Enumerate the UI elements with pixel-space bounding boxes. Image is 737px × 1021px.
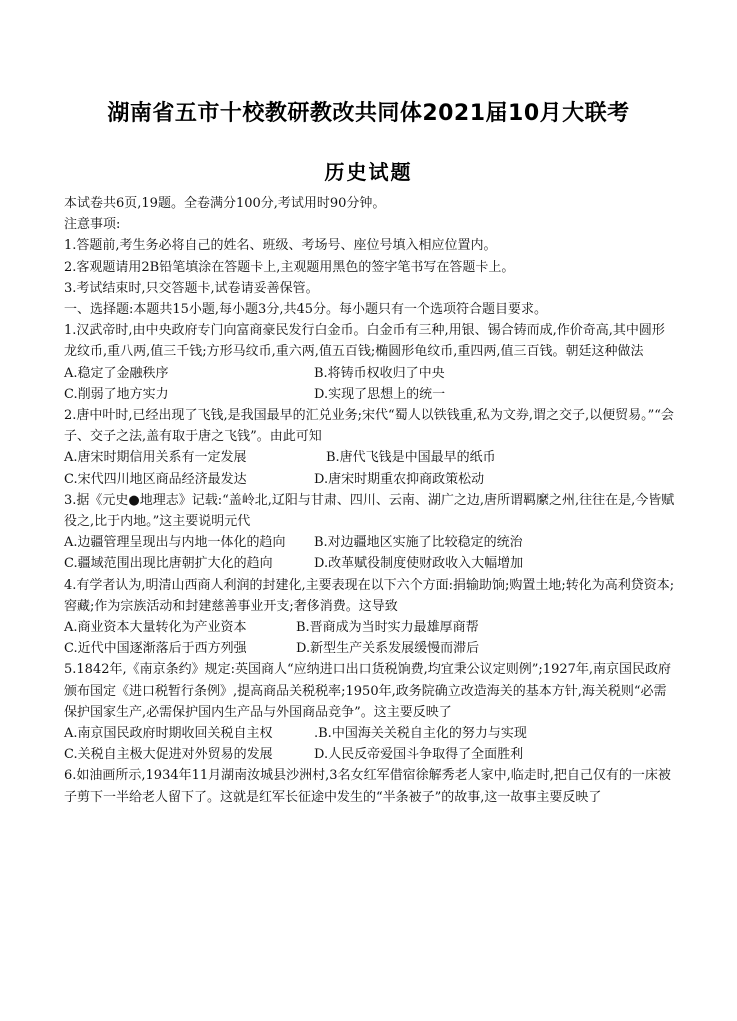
option-row <box>64 617 676 638</box>
section-heading: 一、选择题:本题共15小题,每小题3分,共45分。每小题只有一个选项符合题目要求。 <box>64 302 547 318</box>
question-stem: 3.据《元史●地理志》记载:“盖岭北,辽阳与甘肃、四川、云南、湖广之边,唐所谓羁縻之州,往往在是,今皆赋役之,比于内地。”这主要说明元代 <box>64 492 675 530</box>
question-stem: 1.汉武帝时,由中央政府专门向富商豪民发行白金币。白金币有三种,用银、锡合铸而成,作价奇高,其中圆形龙纹币,重八两,值三千钱;方形马纹币,重六两,值五百钱;椭圆形龟纹币,重四两,值三百钱。朝廷这种做法 <box>64 323 665 360</box>
question-stem: 4.有学者认为,明清山西商人利润的封建化,主要表现在以下六个方面:捐输助饷;购置土地;转化为高利贷资本;窖藏;作为宗族活动和封建慈善事业开支;奢侈消费。这导致 <box>64 577 675 614</box>
option-d: D.人民反帝爱国斗争取得了全面胜利 <box>314 747 524 763</box>
question-stem: 6.如油画所示,1934年11月湖南汝城县沙洲村,3名女红军借宿徐解秀老人家中,临走时,把自己仅有的一床被子剪下一半给老人留下了。这就是红军长征途中发生的“半条被子”的故事,这一故事主要反映了 <box>64 768 671 805</box>
option-c: C.关税自主极大促进对外贸易的发展 <box>64 747 273 763</box>
option-c: C.宋代四川地区商品经济最发达 <box>64 471 247 487</box>
exam-body <box>64 193 676 808</box>
option-b: B.将铸币权收归了中央 <box>314 365 445 381</box>
notice-heading: 注意事项: <box>64 217 121 233</box>
option-c: C.削弱了地方实力 <box>64 386 169 402</box>
exam-info: 本试卷共6页,19题。全卷满分100分,考试用时90分钟。 <box>64 196 386 211</box>
option-d: D.实现了思想上的统一 <box>314 386 446 402</box>
option-c: C.疆域范围出现比唐朝扩大化的趋向 <box>64 556 273 572</box>
option-row <box>64 553 676 574</box>
question-stem: 2.唐中叶时,已经出现了飞钱,是我国最早的汇兑业务;宋代“蜀人以铁钱重,私为文券,谓之交子,以便贸易。”“会子、交子之法,盖有取于唐之飞钱”。由此可知 <box>64 408 674 445</box>
option-a: A.商业资本大量转化为产业资本 <box>64 620 247 636</box>
option-a: A.唐宋时期信用关系有一定发展 <box>64 450 247 466</box>
option-row <box>64 384 676 405</box>
option-c: C.近代中国逐渐落后于西方列强 <box>64 641 247 657</box>
option-row <box>64 723 676 744</box>
option-a: A.边疆管理呈现出与内地一体化的趋向 <box>64 535 286 551</box>
option-a: A.稳定了金融秩序 <box>64 365 169 381</box>
option-row <box>64 638 676 659</box>
exam-subject: 历史试题 <box>324 160 413 184</box>
option-b: .B.中国海关关税自主化的努力与实现 <box>314 726 527 742</box>
option-row <box>64 363 676 384</box>
notice-item: 3.考试结束时,只交答题卡,试卷请妥善保管。 <box>64 280 319 296</box>
question-stem: 5.1842年,《南京条约》规定:英国商人“应纳进口出口货税饷费,均宜秉公议定则例”;1927年,南京国民政府颁布国定《进口税暂行条例》,提高商品关税税率;1950年,政务院确立改造海关的基本方针,海关税则“必需保护国家生产,必需保护国内生产品与外国商品竞争”。这主要反映了 <box>64 662 672 720</box>
option-d: D.唐宋时期重农抑商政策松动 <box>314 471 485 487</box>
option-b: B.对边疆地区实施了比较稳定的统治 <box>314 535 523 551</box>
option-row <box>64 744 676 765</box>
option-row <box>64 447 676 468</box>
option-a: A.南京国民政府时期收回关税自主权 <box>64 726 273 742</box>
exam-title: 湖南省五市十校教研教改共同体2021届10月大联考 <box>107 101 630 126</box>
option-row <box>64 532 676 553</box>
notice-item: 2.客观题请用2B铅笔填涂在答题卡上,主观题用黑色的签字笔书写在答题卡上。 <box>64 259 515 275</box>
notice-item: 1.答题前,考生务必将自己的姓名、班级、考场号、座位号填入相应位置内。 <box>64 238 497 254</box>
option-b: B.晋商成为当时实力最雄厚商帮 <box>296 620 479 636</box>
option-d: D.新型生产关系发展缓慢而滞后 <box>296 641 480 657</box>
option-b: B.唐代飞钱是中国最早的纸币 <box>326 450 496 466</box>
option-d: D.改革赋役制度使财政收入大幅增加 <box>314 556 524 572</box>
option-row <box>64 469 676 490</box>
